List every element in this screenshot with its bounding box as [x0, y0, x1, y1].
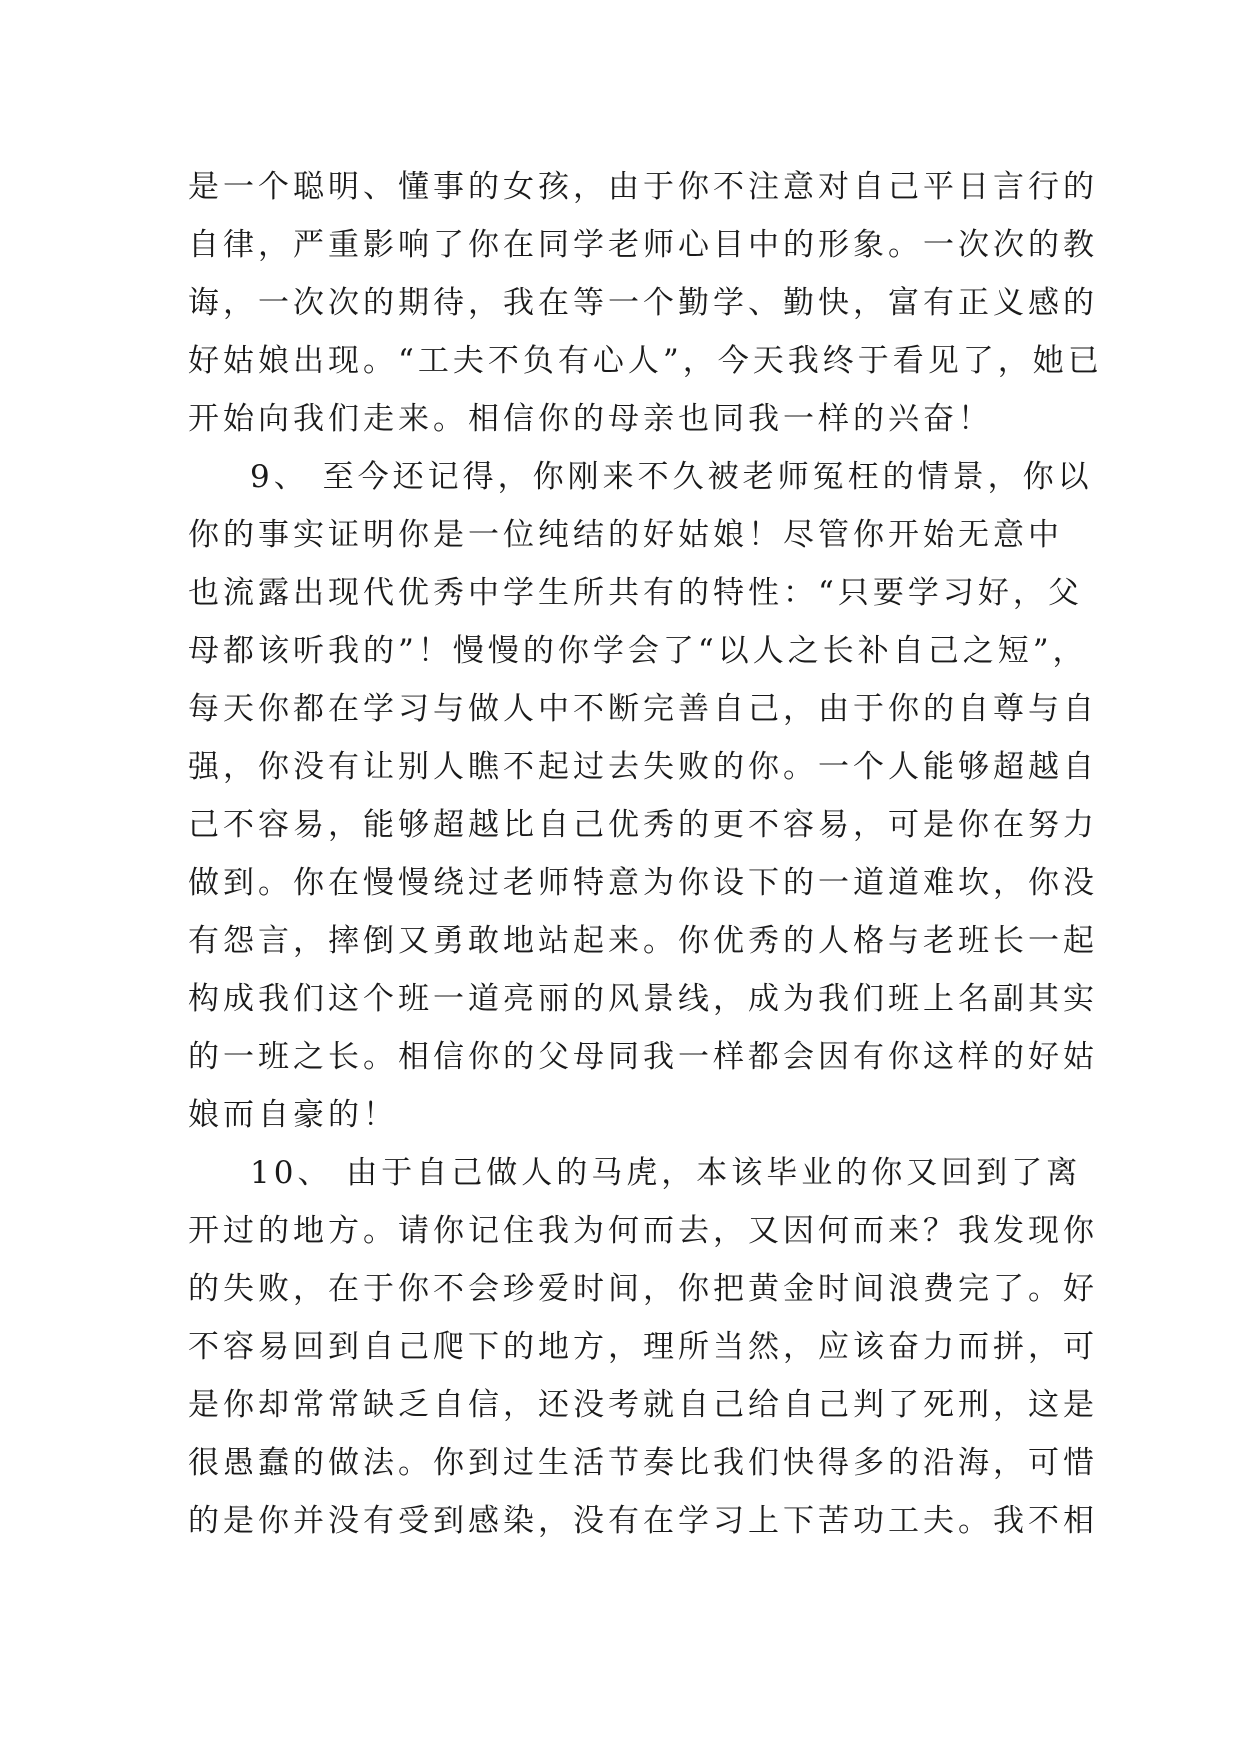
text-line: 你的事实证明你是一位纯结的好姑娘！尽管你开始无意中: [188, 517, 1063, 553]
text-line: 强，你没有让别人瞧不起过去失败的你。一个人能够超越自: [188, 749, 1098, 785]
text-line: 好姑娘出现。“工夫不负有心人”，今天我终于看见了，她已: [188, 343, 1103, 379]
text-line: 的失败，在于你不会珍爱时间，你把黄金时间浪费完了。好: [188, 1271, 1098, 1307]
text-line: 有怨言，摔倒又勇敢地站起来。你优秀的人格与老班长一起: [188, 923, 1098, 959]
text-line: 自律，严重影响了你在同学老师心目中的形象。一次次的教: [188, 227, 1098, 263]
text-line: 己不容易，能够超越比自己优秀的更不容易，可是你在努力: [188, 807, 1098, 843]
paragraph-9-start: 9、 至今还记得，你刚来不久被老师冤枉的情景，你以: [250, 459, 1093, 495]
text-line: 开始向我们走来。相信你的母亲也同我一样的兴奋！: [188, 401, 993, 437]
text-line: 不容易回到自己爬下的地方，理所当然，应该奋力而拼，可: [188, 1329, 1098, 1365]
text-line: 的一班之长。相信你的父母同我一样都会因有你这样的好姑: [188, 1039, 1098, 1075]
body-text: [188, 158, 1103, 1550]
text-line: 很愚蠢的做法。你到过生活节奏比我们快得多的沿海，可惜: [188, 1445, 1098, 1481]
text-line: 的是你并没有受到感染，没有在学习上下苦功工夫。我不相: [188, 1503, 1098, 1539]
text-line: 母都该听我的”！慢慢的你学会了“以人之长补自己之短”，: [188, 633, 1088, 669]
text-line: 是你却常常缺乏自信，还没考就自己给自己判了死刑，这是: [188, 1387, 1098, 1423]
text-line: 娘而自豪的！: [188, 1097, 398, 1133]
text-line: 构成我们这个班一道亮丽的风景线，成为我们班上名副其实: [188, 981, 1098, 1017]
text-line: 也流露出现代优秀中学生所共有的特性：“只要学习好，父: [188, 575, 1083, 611]
text-line: 诲，一次次的期待，我在等一个勤学、勤快，富有正义感的: [188, 285, 1098, 321]
text-line: 开过的地方。请你记住我为何而去，又因何而来？我发现你: [188, 1213, 1098, 1249]
paragraph-10-start: 10、 由于自己做人的马虎，本该毕业的你又回到了离: [250, 1155, 1082, 1191]
text-line: 做到。你在慢慢绕过老师特意为你设下的一道道难坎，你没: [188, 865, 1098, 901]
text-line: 是一个聪明、懂事的女孩，由于你不注意对自己平日言行的: [188, 169, 1098, 205]
text-line: 每天你都在学习与做人中不断完善自己，由于你的自尊与自: [188, 691, 1098, 727]
